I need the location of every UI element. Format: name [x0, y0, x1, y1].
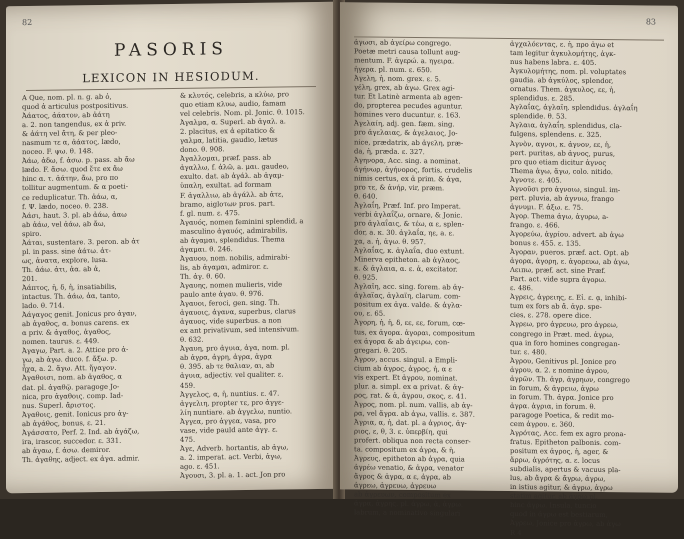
text-line: quod in ἀγρω est bestiarum,: [510, 510, 608, 520]
text-line: ἀγαλλω, f. ἀλῶ, a. μαι. gaudeo,: [180, 162, 289, 173]
text-line: Ἀγορεύω, ἀγρίου. advert. ab ἀγω: [510, 229, 624, 240]
text-line: Ἀγνοτε. ε. 405.: [510, 175, 562, 185]
text-line: ἄρρω, ἀγρότης, α. ε. locus: [510, 456, 600, 466]
text-line: bramo, aigloτων pros. part.: [180, 199, 275, 209]
text-line: ἀγνυμι. F. ἀξω. ε. 75.: [510, 202, 584, 212]
text-line: nimis certus, ex ἀ prim. & ἀγα,: [354, 174, 462, 184]
text-line: tum ex fors ab ἄ. ἀγρ. spe-: [510, 302, 602, 312]
text-line: a. 2. non tangendus, ex ἀ priv.: [22, 119, 127, 130]
text-line: A Que, nom. pl. n. g. ab ὁ,: [22, 92, 112, 103]
text-line: Ἀγαθοις, genit. Ionicus pro ἀγ-: [22, 409, 129, 419]
text-line: pl. in pass. sine ἀάτω. ἀτ-: [22, 246, 111, 256]
text-line: Ἀγηνορα, Acc. sing. a nominat.: [354, 155, 461, 166]
text-line: ab ἀγαμαι, splendidus. Thema: [180, 235, 285, 245]
text-line: Ἀγαυοι, feroci, gen. sing. Th.: [180, 298, 280, 308]
text-line: exulto. dat. ab ἀγάλ. ab ἀγαμ-: [180, 171, 284, 182]
text-line: ἠγερα. pl. num. ε. 650.: [354, 65, 432, 75]
text-line: Ἀγλαια, ἀγλαΐη. splendidus, cla-: [510, 121, 622, 131]
text-line: Th. ἀγαθης, adject. ex ἀγα. admir.: [22, 454, 140, 464]
text-line: Ἀγρεις, ἀγρειης, ε. Εἰ. ε. ᾳ, inhibi-: [510, 293, 627, 303]
text-line: Ἀγρεω, pro ἀγρευω, pro ἀγρεω,: [510, 320, 619, 330]
text-line: mentum. F. ἀγερώ. a. ηγειρα.: [354, 56, 455, 66]
text-line: Ἀγαυης, nomen mulieris, vide: [180, 280, 283, 290]
text-line: ε. 486.: [510, 284, 533, 293]
text-line: Ἀγαλλομαι, præf. pass. ab: [180, 153, 271, 164]
text-line: ab ἀγαω, f. ἀσω. demiror.: [22, 445, 111, 455]
text-line: ἀγρεω, ἀγρευω, ἀγρευω: [354, 481, 437, 491]
text-line: Th. ἀγ. θ. 60.: [180, 272, 226, 281]
text-line: nomen. taurus. ε. 449.: [22, 337, 100, 347]
text-line: Ἀγρευς, epitheton ab ἀγρα, quia: [354, 454, 465, 464]
text-line: ἀγαμαι. θ. 246.: [180, 244, 233, 254]
text-line: Ἀγελαίη, adj. gen. fæm. sing.: [354, 119, 455, 129]
text-line: tur. Et Latinè armenta ab agen-: [354, 92, 463, 102]
right-column-2: [510, 40, 666, 539]
text-line: Thema ἀγω, ἄγω, colo. nitido.: [510, 166, 613, 176]
text-line: Ἀγρου, Genitivus pl. Jonice pro: [510, 356, 617, 366]
text-line: Ἀγλαΐη, Præf. Inf. pro Imperat.: [354, 201, 461, 211]
text-line: ago. ε. 451.: [180, 462, 220, 471]
text-line: gaudia. ab ἀγκύλος, splendor,: [510, 76, 614, 86]
text-line: & ἀάτη vel ἄτη, & per pleo-: [22, 128, 118, 139]
text-line: intactus. Th. ἀάω, ἀα, tanto,: [22, 291, 120, 302]
text-line: Ἀγλαΐας, ἀγλαϊη. splendidus. ἀγλαΐη: [510, 103, 638, 113]
text-line: ab ἀγρα, ἀγρη, ἀγρα, ἀγρα: [180, 352, 272, 363]
text-line: Ἀγορ. Thema ἀγω, ἀγυρω, a-: [510, 211, 609, 221]
text-line: ta. compositum ex ἀγρα, & ἡ,: [354, 445, 456, 455]
text-line: Ἀγάσσατο, Perf. 2. Ind. ab ἀγάζω,: [22, 427, 140, 437]
text-line: ex ἀγορα & ab ἀγειρω, con-: [354, 336, 450, 346]
text-line: ἀγχαλόεντας, ε. ἡ, προ ἀγω et: [510, 40, 614, 50]
text-line: ἀγρέω venatio, & ἀγρα, venator: [354, 463, 464, 473]
text-line: cem ἀγρου. ε. 360.: [510, 419, 575, 429]
text-line: congrego in Præt. med. ἀγρω,: [510, 329, 614, 339]
text-line: ab ἀγαθος, α. bonus carens. ex: [22, 318, 130, 329]
text-line: quod ἀ articulus postpositivus.: [22, 101, 129, 112]
text-line: profert. obliqua non recta conser-: [354, 436, 471, 446]
text-line: cium ab ἀγρος, ἀγρος, ἡ, α ε: [354, 364, 452, 374]
text-line: f. gl. num. ε. 475.: [180, 208, 240, 218]
text-line: splendide. θ. 53.: [510, 112, 567, 121]
text-line: λίη nuntiare. ab ἀγγελω, nuntio.: [180, 406, 293, 417]
text-line: ἀγλαϊας, ἀγλαϊη, clarum. com-: [354, 291, 461, 301]
text-line: in istius agitur, & ἀγρω, ἀγρω: [510, 483, 613, 493]
text-line: in forum, & ἀγρειω, ἀγρω: [510, 383, 599, 393]
text-line: tus, ex ἀγορα. ἀγοραι, compositum: [354, 327, 475, 338]
text-line: pro τε, & ἀνήρ, vir, præm.: [354, 183, 445, 193]
text-line: a. 2. imperat. act. Verbi, ἀγω,: [180, 452, 283, 462]
text-line: ἀγορα, ἀγορη, ε. ἀγορευω, ab ἀγω,: [510, 257, 630, 267]
text-line: γέλη, grex, ab ἀγω. Grex agi-: [354, 83, 455, 93]
text-line: ἀγαυοις, ἀγανα, superbus, clarus: [180, 307, 296, 317]
text-line: subdialis, apertus & vacuus pla-: [510, 465, 621, 475]
text-line: 201.: [22, 274, 38, 284]
text-line: noceo. F. ψω. θ. 148.: [22, 147, 94, 157]
text-line: nice, prædatrix, ab ἀγελη, præ-: [354, 137, 464, 148]
text-line: Ἀγκυλομήτης, nom. pl. voluptates: [510, 67, 627, 77]
text-line: κ. & ἀγλαια, α. ε. ἀ, excitator.: [354, 264, 458, 274]
text-line: Λειπω, præf. act. sine Præf.: [510, 266, 606, 276]
text-line: Ἀγοραν, pueros. præf. act. Opt. ab: [510, 248, 629, 258]
text-line: Ἀάω, ἀδω, f. ἀσω. p. pass. ab ἄω: [22, 155, 135, 166]
text-line: dor, a. κ. 30. ἀγλαΐα, ηε, a. ε.: [354, 228, 455, 238]
text-line: ἄγρος & ἀγρα, α ε, ἀγρα, ab: [354, 472, 452, 482]
left-column-1: [22, 92, 164, 465]
text-line: Ἀάγαγος genit. Jonicus pro ἀγαν,: [22, 309, 137, 320]
text-line: ως, ἀνατα, explore, lusa.: [22, 255, 108, 265]
text-line: homines vero ducuntur. ε. 163.: [354, 110, 461, 120]
text-line: in forum. Th. ἀγρα. Jonice pro: [510, 392, 614, 402]
text-line: Ἀγαυου, nom. nobilis, admirabi-: [180, 253, 290, 263]
text-line: ce reduplicatur. Th. ἀάω, α,: [22, 192, 118, 202]
text-line: Ἀάται, sustentare. 3. peron. ab ἀτ: [22, 237, 140, 247]
text-line: ριος, ε, θ, 3. ε. ὑπερβίη, qui: [354, 427, 448, 437]
text-line: pert. pluvia, ab ἀγνυω, frango: [510, 193, 614, 203]
text-line: Ἀγρος, nom. pl. num. vallis, ab ἀγ-: [354, 400, 473, 410]
text-line: ἀγαυος, vide superbus. a non: [180, 316, 282, 327]
text-line: splendidus. ε. 285.: [510, 94, 575, 103]
text-line: lado. θ. 714.: [22, 301, 65, 311]
text-line: F. ἀγαλλιω, ab ἀγάλλ. ab ἀτε,: [180, 189, 284, 200]
text-line: nus habens labra. ε. 405.: [510, 58, 597, 68]
text-line: 2. placitus, ex ἀ epitatico &: [180, 126, 276, 137]
text-line: paulo ante ἀγαυ. θ. 976.: [180, 289, 264, 299]
page-title: PASORIS: [114, 39, 228, 61]
text-line: Ἀγρον, accus. singul. a Empli-: [354, 355, 458, 365]
text-line: ornatus. Them. ἀγκυλος, εε, ἡ,: [510, 85, 616, 95]
text-line: lædo. F. ἄσω. quod ἔτε ex ἄω: [22, 165, 123, 175]
text-line: fulgens, splendens. ε. 325.: [510, 130, 602, 140]
text-line: Minerva epitheton. ab ἀγλαος,: [354, 255, 461, 265]
text-line: Ἀγελη, ἡ, nom. grex. ε. 5.: [354, 74, 441, 84]
right-page: [340, 2, 678, 537]
text-line: spiro.: [22, 229, 42, 238]
text-line: ρα, vel ἄγρα. ab ἀγω, vallis. ε. 387.: [354, 409, 475, 419]
text-line: vis expert. Et ἀγρου, nominat.: [354, 373, 458, 383]
text-line: 475.: [180, 435, 196, 444]
text-line: vase, vide pauld ante ἀγγ. ε.: [180, 425, 278, 435]
left-page: [6, 2, 336, 494]
text-line: pert. puritas, ab ἀγνος, purus,: [510, 148, 615, 158]
text-line: frango. ε. 466.: [510, 220, 560, 230]
text-line: Ἀγαθοισι, nom. ab ἀγαθος, α: [22, 373, 122, 383]
text-line: ου, ε. 65.: [354, 309, 386, 319]
text-line: ἀγρου, α. 2. ε nomine ἀγρου,: [510, 365, 610, 375]
text-line: lis, ab ἀγαμαι, admiror. ε.: [180, 262, 269, 272]
text-line: cies, ε. 278. opere dice.: [510, 311, 592, 321]
text-line: pro quo etiam dicitur ἀγνος: [510, 157, 607, 167]
text-line: hinc ἀγρω. Insula, tuncio: [510, 501, 597, 511]
text-line: ἀγυια, adjectiv. vel qualiter. ε.: [180, 370, 284, 381]
text-line: θ. 640.: [354, 192, 378, 201]
text-line: gregari. θ. 205.: [354, 345, 408, 355]
text-line: θ. 632.: [180, 335, 204, 345]
text-line: R 4: [510, 528, 522, 537]
text-line: Ἀγαυός, nomen feminini splendid, a: [180, 216, 304, 227]
text-line: ἀγωσι, ab ἀγείρω congrego.: [354, 38, 452, 48]
text-line: positum ex ἀγρος, ἡ, ager, &: [510, 447, 609, 457]
text-line: Ἀγγελος, α, ἡ, nuntius. ε. 47.: [180, 389, 280, 399]
text-line: verbi ἀγλαΐζω, ornare, & Jonic.: [354, 210, 463, 220]
text-line: f. Ψ. lædo, noceo. θ. 238.: [22, 201, 109, 211]
text-line: lus, ab ἄγρα & ἄγρω, ἀγρω,: [510, 474, 606, 484]
text-line: paragoge Poetica, & redit mo-: [510, 410, 614, 421]
text-line: pro ἀγελαιας, & ἀγελαιος, Jo-: [354, 128, 458, 138]
text-line: Ἀγαλμα, α. Superl. ab ἀγαλ. a.: [180, 117, 286, 128]
text-line: Ἀγουσι, 3. pl. a. 1. act. Jon pro: [180, 470, 286, 480]
text-line: tam legitur ἀγκυλομήτης, ἀγκ-: [510, 49, 616, 59]
text-line: γαλμα, latitia, gaudio, lætus: [180, 135, 278, 146]
text-line: tur. ε. 480.: [510, 347, 547, 356]
text-line: fratus. Epitheton palbonis. com-: [510, 438, 621, 448]
text-line: Part. act. vide supra ἀγορω.: [510, 275, 607, 285]
text-line: θ. 395. ab τε θαλιαν, αι, ab: [180, 361, 275, 372]
text-line: da, ἡ, præda. ε. 327.: [354, 146, 425, 156]
text-line: Ἀγρότας, Acc. fem ex agro prona-: [510, 429, 626, 439]
text-line: Ἀγρια, α, ἡ, dat. pl. a ἀγριος, ἀγ-: [354, 418, 467, 428]
text-line: vel celebris. Nom. pl. Jonic. θ. 1015.: [180, 108, 305, 118]
right-column-1: [354, 38, 504, 519]
text-line: ἀγήνωρ, ἀγήνορος, fortis, crudelis: [354, 165, 473, 175]
text-line: Ἀγρεω, Jonice pro ἀγρω, ab ἀγω: [510, 519, 621, 529]
text-line: nus. Superl. ἄριστος.: [22, 400, 96, 410]
text-line: α priv. & ἀγαθος, ἀγαθος,: [22, 328, 112, 338]
text-line: θ. 925.: [354, 273, 378, 282]
text-line: dono. θ. 908.: [180, 145, 225, 155]
text-line: ἦχα, a. 2. ἄγω. Att. ἤγαγον.: [22, 364, 117, 374]
text-line: labrum, a nominativo singulari: [354, 508, 461, 518]
text-line: quo etiam κλυω, audio, famam: [180, 99, 286, 109]
text-line: nica, pro ἀγαθοις. comp. Iad-: [22, 391, 124, 401]
text-line: statim agitur, ab ἀγρω pl.: [510, 492, 598, 502]
text-line: nasmum τε α, ἀάατος, lædo,: [22, 137, 121, 148]
text-line: ab ἀγάθος, bonus, ε. 21.: [22, 418, 106, 428]
text-line: Ἀγγεα, pro ἀγγεα, vasa, pro: [180, 416, 276, 426]
text-line: do, propterea pecudes aguntur.: [354, 101, 463, 111]
text-line: ex ant privativum, sed intensivum.: [180, 325, 300, 336]
text-line: ρος, rat. & ἀ, ἀγρου, σκος, ε. 41.: [354, 391, 467, 401]
text-line: plur. a. simpl. ex α privat. & ἀγ-: [354, 382, 464, 392]
text-line: Ἀάατος, ἀάατον, ab ἀάτη: [22, 110, 110, 121]
text-line: bonus ε. 455. ε. 135.: [510, 239, 581, 248]
text-line: ἀγρῶν. Th. ἀγρ, ἀγρηων, congrego: [510, 374, 630, 385]
text-line: Ἀγνοῦσι pro ἀγνοιω, singul. im-: [510, 184, 621, 194]
text-line: hinc α. τ. ἀάτην, ἄω, pro πο: [22, 174, 119, 184]
text-line: 459.: [180, 381, 196, 390]
page-subtitle: LEXICON IN HESIODUM.: [82, 68, 260, 86]
text-line: Ἀάσι, haut. 3. pl. ab ἀάω, ἀαω: [22, 210, 127, 220]
text-line: & κλυτός, celebris, a κλύω, pro: [180, 90, 289, 100]
text-line: Ἀγαγω, Part. a. 2. Attice pro ἀ-: [22, 345, 129, 356]
text-line: ab ἀγρευων, compositum ex: [354, 490, 451, 500]
text-line: pro ἀγλαΐαις, & τέω, α ε, splen-: [354, 219, 465, 229]
text-line: dat. pl. ἀγαθῷ. paragoge Jo-: [22, 382, 120, 392]
left-page-number: 82: [22, 17, 33, 28]
left-column-2: [180, 90, 330, 481]
text-line: ἀγρα. ἀγρια, in forum. θ.: [510, 401, 596, 411]
text-line: ira, irascor, succedor. ε. 331.: [22, 436, 122, 446]
text-line: tollitur augmentum. & α poeti-: [22, 183, 128, 193]
text-line: masculino ἀγαυός, admirabilis,: [180, 226, 288, 236]
text-line: Ἀγορη, ἡ, ἡ, δ, εε, εε, forum, cœ-: [354, 318, 466, 328]
text-line: ἀγρα, ἀγρης. pl. ἀγρω, ἀ, ἀγρω.: [354, 499, 464, 509]
text-line: Ἀγνὸν, αγνοι, κ. ἀγνον, εε, ἡ,: [510, 139, 612, 149]
text-line: Ἀάπτος, ἡ, δ, ἡ, insatiabilis,: [22, 282, 117, 293]
text-line: positum ex ἀγα. valde. & ἀγλα-: [354, 300, 463, 310]
text-line: Ἀγε, Adverb. hortantis, ab ἀγω,: [180, 443, 289, 453]
text-line: Th. ἀάω. ἀτι, ἀα. ab ἀ,: [22, 264, 101, 274]
text-line: ὑπαλη, exultat. ad formam: [180, 181, 272, 191]
text-line: Ἀγλαΐας, κ. ἀγλαΐα, duo extunt.: [354, 246, 465, 256]
text-line: γω, ab ἀγω. duco. f. ἄξω. p.: [22, 355, 118, 365]
text-line: Ἀγλαϊη, acc. sing. forem. ab ἀγ-: [354, 282, 464, 292]
right-page-number: 83: [645, 17, 656, 27]
text-line: ἀγγελιη, propter τε, pro ἀγγε-: [180, 398, 284, 408]
text-line: Poetæ metri causa tollunt aug-: [354, 47, 461, 57]
text-line: ab ἀάω, vel ἀάω, ab ἄω,: [22, 219, 106, 229]
text-line: Ἀγαυη, pro ἀγυια, ἀγα, nom. pl.: [180, 343, 290, 354]
text-line: χα, a. ἡ, ἀγω. θ. 957.: [354, 237, 426, 247]
text-line: qua in foro homines congregan-: [510, 338, 620, 348]
